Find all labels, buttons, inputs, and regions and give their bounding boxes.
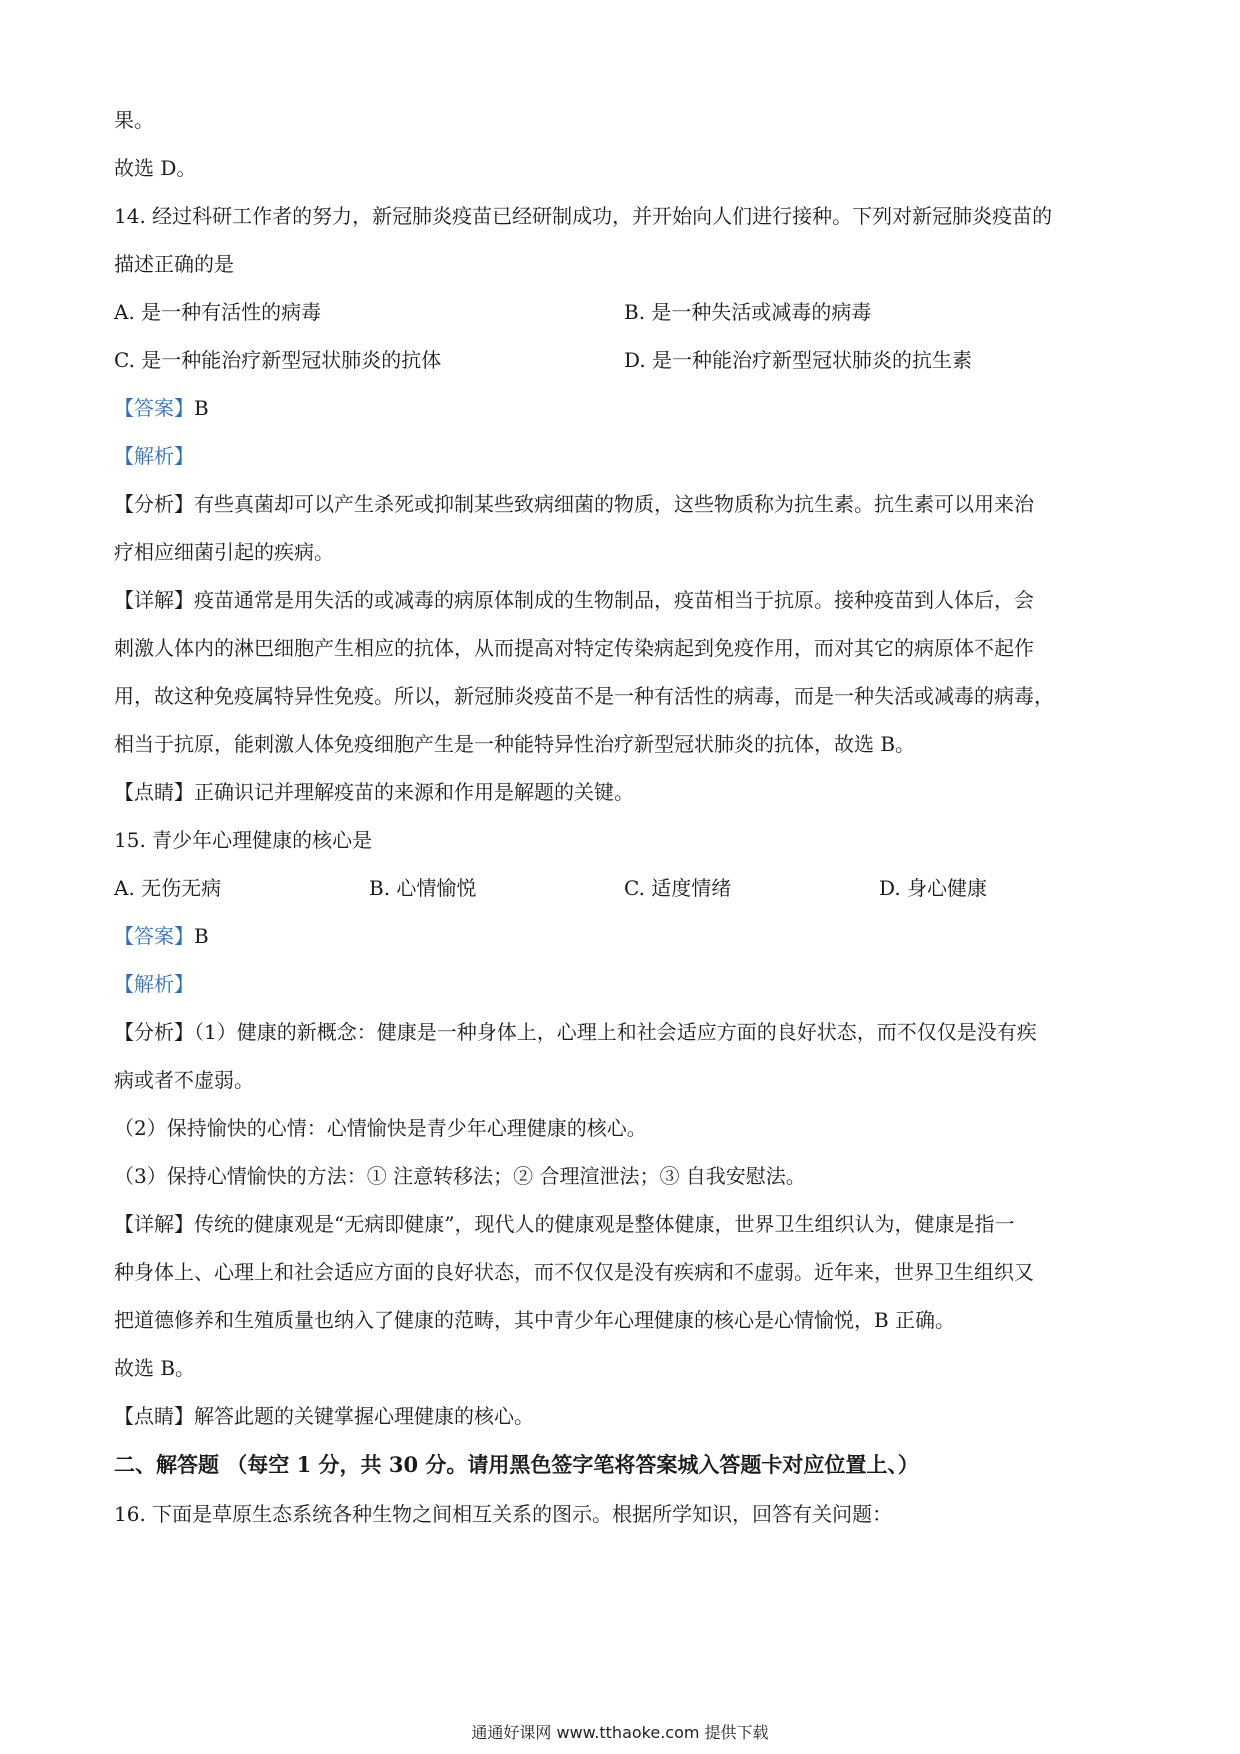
xiangjie-text: 疫苗通常是用失活的或减毒的病原体制成的生物制品，疫苗相当于抗原。接种疫苗到人体后，会 — [194, 588, 1034, 612]
text-line: 故选 D。 — [114, 156, 197, 180]
analysis-line — [114, 480, 1134, 528]
answer-value: B — [194, 396, 209, 420]
analysis-tag: 【解析】 — [114, 972, 194, 996]
option-b: B. 心情愉悦 — [369, 876, 477, 900]
detail-line-cont: 刺激人体内的淋巴细胞产生相应的抗体，从而提高对特定传染病起到免疫作用，而对其它的病原体不起作 — [114, 636, 1034, 660]
option-b: B. 是一种失活或减毒的病毒 — [624, 300, 872, 324]
page-footer: 通通好课网 www.tthaoke.com 提供下载 — [471, 1723, 769, 1742]
page-content — [114, 96, 1134, 1538]
detail-line — [114, 576, 1134, 624]
fenxi-tag: 【分析】 — [114, 492, 194, 516]
analysis-line-cont: 疗相应细菌引起的疾病。 — [114, 540, 334, 564]
dianjing-text: 正确识记并理解疫苗的来源和作用是解题的关键。 — [194, 780, 634, 804]
question-14-stem-cont: 描述正确的是 — [114, 252, 234, 276]
question-16-stem: 16. 下面是草原生态系统各种生物之间相互关系的图示。根据所学知识，回答有关问题： — [114, 1502, 893, 1526]
analysis-line — [114, 1008, 1134, 1056]
fenxi-text: 有些真菌却可以产生杀死或抑制某些致病细菌的物质，这些物质称为抗生素。抗生素可以用来治 — [194, 492, 1034, 516]
analysis-tag: 【解析】 — [114, 444, 194, 468]
question-14-options-row-1 — [114, 288, 1134, 336]
answer-line — [114, 384, 1134, 432]
key-point-line — [114, 768, 1134, 816]
detail-line-cont: 把道德修养和生殖质量也纳入了健康的范畴，其中青少年心理健康的核心是心情愉悦，B 正确。 — [114, 1308, 956, 1332]
xiangjie-tag: 【详解】 — [114, 1212, 194, 1236]
question-14-options-row-2 — [114, 336, 1134, 384]
question-14-stem: 14. 经过科研工作者的努力，新冠肺炎疫苗已经研制成功，并开始向人们进行接种。下列对新冠肺炎疫苗的 — [114, 204, 1053, 228]
xiangjie-text: 传统的健康观是“无病即健康”，现代人的健康观是整体健康，世界卫生组织认为，健康是指一 — [194, 1212, 1015, 1236]
detail-line-cont: 用，故这种免疫属特异性免疫。所以，新冠肺炎疫苗不是一种有活性的病毒，而是一种失活或减毒的病毒， — [114, 684, 1054, 708]
detail-line-cont: 相当于抗原，能刺激人体免疫细胞产生是一种能特异性治疗新型冠状肺炎的抗体，故选 B。 — [114, 732, 916, 756]
option-d: D. 身心健康 — [879, 876, 988, 900]
analysis-line-cont: 病或者不虚弱。 — [114, 1068, 254, 1092]
key-point-line — [114, 1392, 1134, 1440]
answer-tag: 【答案】 — [114, 924, 194, 948]
answer-tag: 【答案】 — [114, 396, 194, 420]
option-d: D. 是一种能治疗新型冠状肺炎的抗生素 — [624, 348, 973, 372]
analysis-line-cont: （3）保持心情愉快的方法：① 注意转移法；② 合理渲泄法；③ 自我安慰法。 — [114, 1164, 806, 1188]
answer-line — [114, 912, 1134, 960]
detail-line-cont: 种身体上、心理上和社会适应方面的良好状态，而不仅仅是没有疾病和不虚弱。近年来，世界卫生组织又 — [114, 1260, 1034, 1284]
analysis-line-cont: （2）保持愉快的心情：心情愉快是青少年心理健康的核心。 — [114, 1116, 647, 1140]
text-line: 果。 — [114, 108, 154, 132]
dianjing-tag: 【点睛】 — [114, 780, 194, 804]
dianjing-tag: 【点睛】 — [114, 1404, 194, 1428]
section-heading: 二、解答题 （每空 1 分，共 30 分。请用黑色签字笔将答案城入答题卡对应位置上、） — [114, 1452, 919, 1477]
option-c: C. 适度情绪 — [624, 876, 732, 900]
option-c: C. 是一种能治疗新型冠状肺炎的抗体 — [114, 348, 442, 372]
answer-value: B — [194, 924, 209, 948]
option-a: A. 无伤无病 — [114, 876, 222, 900]
question-15-stem: 15. 青少年心理健康的核心是 — [114, 828, 373, 852]
conclusion-line: 故选 B。 — [114, 1356, 196, 1380]
detail-line — [114, 1200, 1134, 1248]
option-a: A. 是一种有活性的病毒 — [114, 300, 322, 324]
xiangjie-tag: 【详解】 — [114, 588, 194, 612]
dianjing-text: 解答此题的关键掌握心理健康的核心。 — [194, 1404, 534, 1428]
fenxi-text: （1）健康的新概念：健康是一种身体上，心理上和社会适应方面的良好状态，而不仅仅是没有疾 — [194, 1020, 1037, 1044]
question-15-options — [114, 864, 1134, 912]
fenxi-tag: 【分析】 — [114, 1020, 194, 1044]
